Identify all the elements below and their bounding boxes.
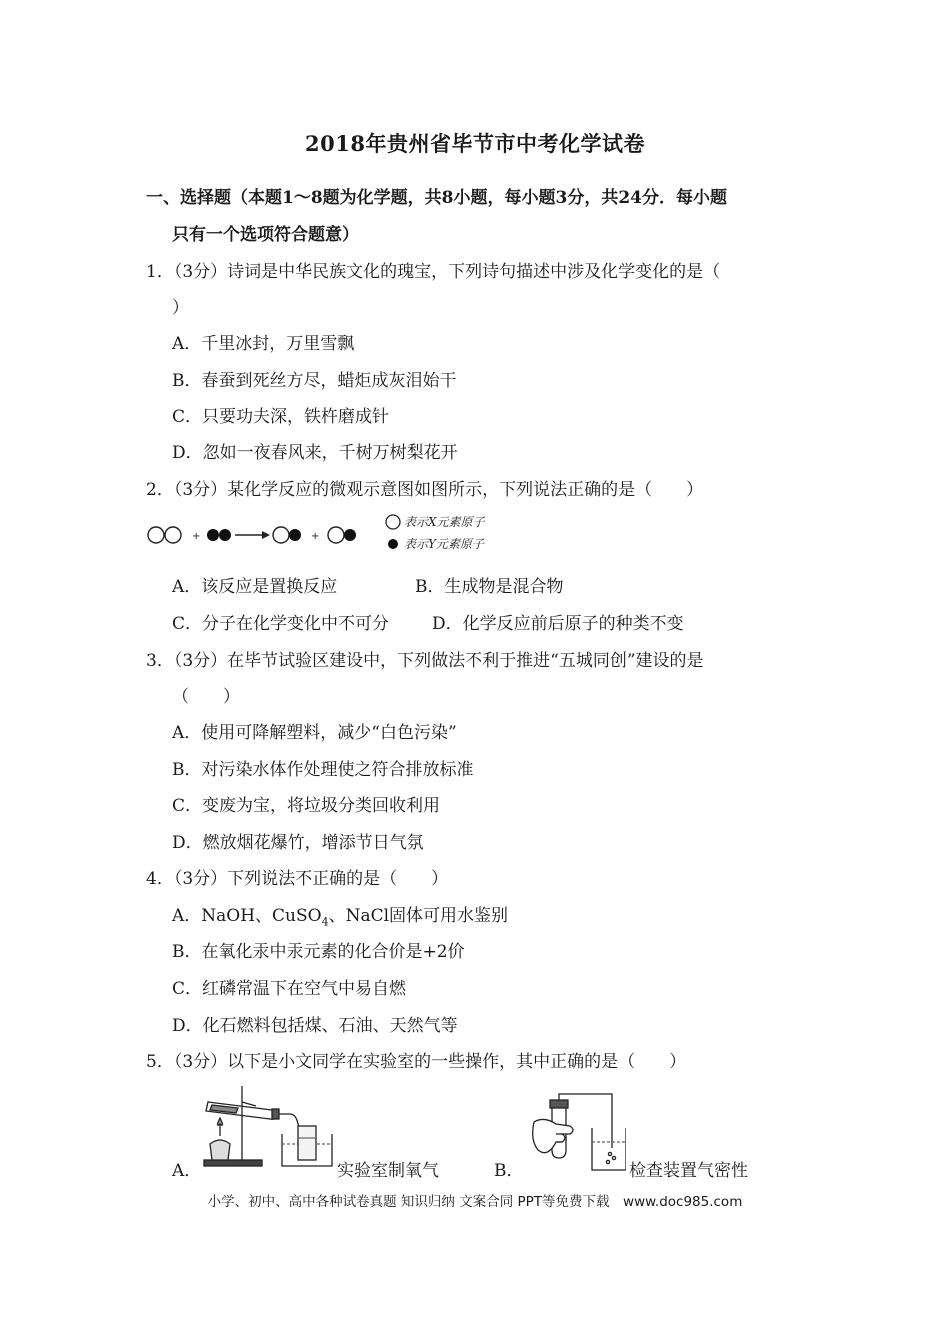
q2-option-d: D．化学反应前后原子的种类不变 (432, 614, 684, 634)
q4-option-c: C．红磷常温下在空气中易自燃 (172, 979, 407, 999)
q2-stem: 2．（3分）某化学反应的微观示意图如图所示，下列说法正确的是（ ） (146, 480, 704, 500)
q5-option-b-letter: B． (494, 1161, 524, 1181)
q1-option-c: C．只要功夫深，铁杵磨成针 (172, 407, 390, 427)
q5-stem: 5．（3分）以下是小文同学在实验室的一些操作，其中正确的是（ ） (146, 1052, 687, 1072)
q3-option-d: D．燃放烟花爆竹，增添节日气氛 (172, 833, 424, 853)
y-atom-icon (344, 529, 356, 541)
y-atom-icon (289, 529, 301, 541)
q4-option-a: A．NaOH、CuSO$_4$、NaCl固体可用水鉴别 (172, 906, 509, 929)
q5-option-a-letter: A． (172, 1161, 202, 1181)
oxygen-apparatus-figure (198, 1080, 334, 1172)
q3-stem: 3．（3分）在毕节试验区建设中，下列做法不利于推进“五城同创”建设的是 (146, 651, 704, 671)
q3-option-c: C．变废为宝，将垃圾分类回收利用 (172, 796, 441, 816)
q4-option-d: D．化石燃料包括煤、石油、天然气等 (172, 1016, 458, 1036)
legend-x-label: 表示X元素原子 (404, 515, 485, 529)
q1-stem-cont: ） (172, 298, 189, 318)
x-atom-icon (328, 527, 344, 543)
plus-sign: + (192, 531, 201, 542)
page-footer[interactable]: 小学、初中、高中各种试卷真题 知识归纳 文案合同 PPT等免费下载 www.doc985.com (207, 1194, 743, 1210)
page-title: 2018年贵州省毕节市中考化学试卷 (305, 131, 645, 156)
q1-option-d: D．忽如一夜春风来，千树万树梨花开 (172, 443, 458, 463)
q3-option-b: B．对污染水体作处理使之符合排放标准 (172, 760, 474, 780)
q2-option-c: C．分子在化学变化中不可分 (172, 614, 390, 634)
q1-stem: 1．（3分）诗词是中华民族文化的瑰宝，下列诗句描述中涉及化学变化的是（ (146, 262, 721, 282)
legend-y-label: 表示Y元素原子 (404, 537, 484, 551)
x-atom-icon (165, 527, 181, 543)
q1-option-b: B．春蚕到死丝方尽，蜡炬成灰泪始干 (172, 371, 457, 391)
q3-option-a: A．使用可降解塑料，减少“白色污染” (172, 723, 457, 743)
q3-stem-cont: （ ） (172, 687, 240, 707)
q1-option-a: A．千里冰封，万里雪飘 (172, 334, 355, 354)
q2-option-a: A．该反应是置换反应 (172, 577, 338, 597)
section-heading-line2: 只有一个选项符合题意） (172, 225, 359, 245)
q4-option-b: B．在氧化汞中汞元素的化合价是+2价 (172, 942, 465, 962)
plus-sign: + (311, 531, 320, 542)
y-atom-icon (207, 529, 219, 541)
y-atom-icon (219, 529, 231, 541)
q4-stem: 4．（3分）下列说法不正确的是（ ） (146, 869, 449, 889)
q5-option-b-text: 检查装置气密性 (629, 1161, 748, 1181)
x-atom-icon (148, 527, 164, 543)
x-atom-icon (273, 527, 289, 543)
legend-y-icon (388, 539, 398, 549)
legend-x-icon (386, 515, 400, 529)
section-heading-line1: 一、选择题（本题1～8题为化学题，共8小题，每小题3分，共24分．每小题 (146, 188, 727, 208)
reaction-diagram (146, 512, 516, 554)
q5-option-a-text: 实验室制氧气 (337, 1161, 439, 1181)
airtightness-check-figure (526, 1088, 626, 1174)
q2-option-b: B．生成物是混合物 (415, 577, 564, 597)
